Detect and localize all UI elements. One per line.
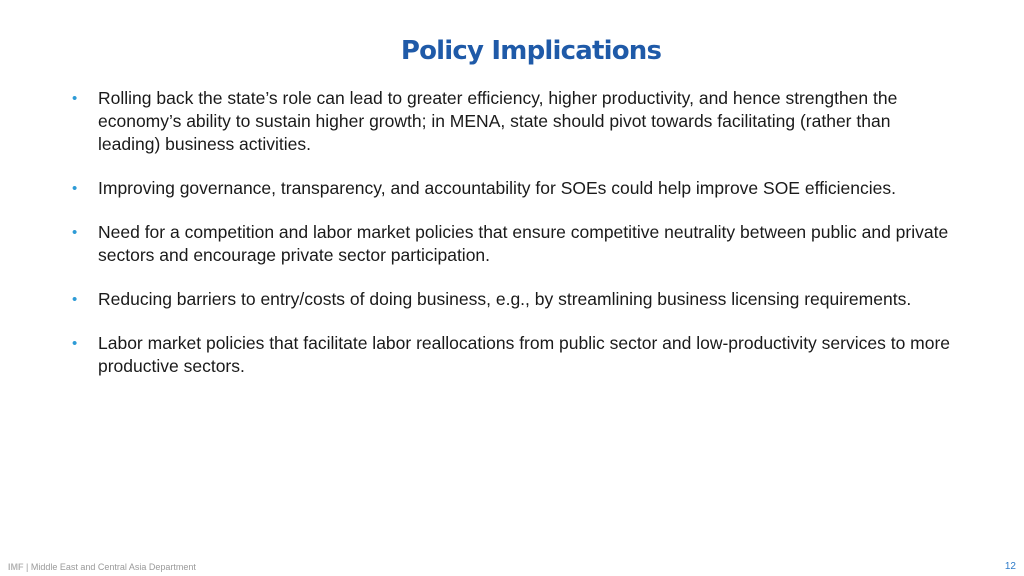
bullet-item: [72, 177, 952, 200]
bullet-text: Rolling back the state’s role can lead to greater efficiency, higher productivity, and hence strengthen the economy’s ability to sustain higher growth; in MENA, state should pivot towards facilitating (rather than leading) business activities.: [98, 88, 898, 154]
bullet-item: [72, 288, 952, 311]
bullet-text: Labor market policies that facilitate labor reallocations from public sector and low-productivity services to more productive sectors.: [98, 333, 951, 376]
page-number: 12: [1004, 561, 1016, 572]
bullet-item: [72, 221, 952, 267]
bullet-icon: •: [72, 180, 78, 197]
footer-department: Middle East and Central Asia Department: [30, 562, 196, 572]
bullet-icon: •: [72, 291, 78, 308]
bullet-text: Reducing barriers to entry/costs of doing business, e.g., by streamlining business licensing requirements.: [98, 289, 912, 309]
footer-separator: |: [23, 562, 31, 572]
imf-logo-text: IMF: [8, 562, 24, 572]
bullet-text: Need for a competition and labor market policies that ensure competitive neutrality between public and private sectors and encourage private sector participation.: [98, 222, 949, 265]
bullet-item: [72, 332, 952, 378]
bullet-icon: •: [72, 90, 78, 107]
bullet-list: [72, 87, 952, 399]
slide-title: Policy Implications: [400, 36, 662, 66]
bullet-icon: •: [72, 335, 78, 352]
bullet-icon: •: [72, 224, 78, 241]
bullet-item: [72, 87, 952, 156]
footer: [8, 562, 196, 572]
bullet-text: Improving governance, transparency, and accountability for SOEs could help improve SOE efficiencies.: [98, 178, 896, 198]
